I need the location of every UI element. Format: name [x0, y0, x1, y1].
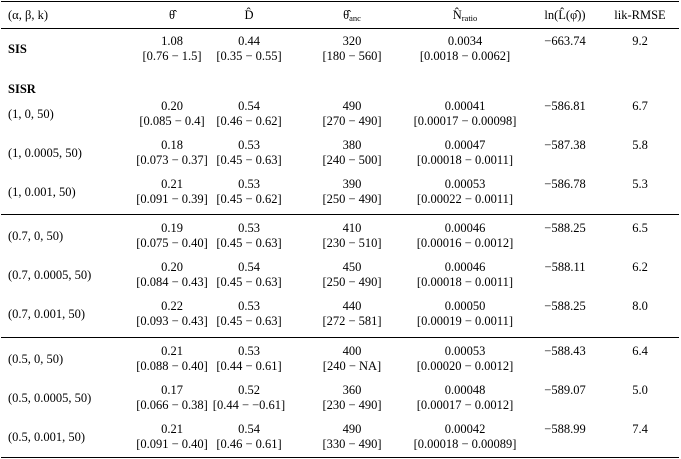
row-d: 0.53 [238, 344, 260, 358]
row-anc-ci: [330 − 490] [322, 437, 382, 451]
top-rule [1, 1, 679, 2]
row-ratio: 0.00046 [444, 260, 486, 274]
row-params: (0.7, 0, 50) [8, 229, 64, 243]
row-d: 0.53 [238, 299, 260, 313]
row-rmse: 6.2 [632, 260, 648, 274]
row-ratio: 0.00048 [444, 383, 486, 397]
row-loglik: −588.43 [544, 344, 586, 358]
row-rmse: 5.8 [632, 138, 648, 152]
row-ratio: 0.00046 [444, 221, 486, 235]
row-params: (1, 0.001, 50) [8, 185, 76, 199]
row-ratio-ci: [0.00018 − 0.0011] [416, 275, 514, 289]
row-params: (1, 0, 50) [8, 107, 54, 121]
row-anc: 450 [342, 260, 362, 274]
row-rmse: 8.0 [632, 299, 648, 313]
row-d: 0.52 [238, 383, 260, 397]
row-ratio: 0.00042 [444, 422, 486, 436]
row-theta: 0.19 [161, 221, 183, 235]
row-ratio: 0.00050 [444, 299, 486, 313]
row-anc-ci: [230 − 510] [322, 236, 382, 250]
row-d-ci: [0.46 − 0.62] [216, 114, 282, 128]
row-params: (0.5, 0.0005, 50) [8, 391, 92, 405]
group-rule-1 [1, 214, 679, 215]
row-params: (1, 0.0005, 50) [8, 146, 82, 160]
header-params: (α, β, k) [8, 8, 48, 22]
row-anc-ci: [240 − NA] [322, 359, 382, 373]
row-params: (0.7, 0.0005, 50) [8, 268, 92, 282]
row-params: (0.7, 0.001, 50) [8, 307, 86, 321]
header-rmse: lik-RMSE [614, 8, 666, 22]
row-theta-ci: [0.088 − 0.40] [136, 359, 208, 373]
row-d: 0.54 [238, 99, 260, 113]
sis-anc-ci: [180 − 560] [322, 49, 382, 63]
row-ratio-ci: [0.00017 − 0.0012] [416, 398, 514, 412]
row-theta-ci: [0.091 − 0.39] [136, 192, 208, 206]
row-theta-ci: [0.073 − 0.37] [136, 153, 208, 167]
header-rule [1, 28, 679, 29]
row-d: 0.53 [238, 138, 260, 152]
row-theta: 0.22 [161, 299, 183, 313]
row-loglik: −586.81 [544, 99, 586, 113]
row-ratio-ci: [0.00020 − 0.0012] [416, 359, 514, 373]
sisr-label: SISR [8, 82, 36, 96]
row-anc: 400 [342, 344, 362, 358]
row-ratio: 0.00053 [444, 344, 486, 358]
sis-rmse: 9.2 [632, 34, 648, 48]
row-anc: 360 [342, 383, 362, 397]
sis-anc: 320 [342, 34, 362, 48]
row-theta: 0.20 [161, 99, 183, 113]
row-d-ci: [0.44 − −0.61] [212, 398, 286, 412]
row-d: 0.54 [238, 422, 260, 436]
row-ratio: 0.00047 [444, 138, 486, 152]
row-ratio-ci: [0.00022 − 0.0011] [416, 192, 514, 206]
row-ratio: 0.00041 [444, 99, 486, 113]
sis-theta: 1.08 [161, 34, 183, 48]
header-n-ratio: $N̂_{ratio}$ [452, 8, 478, 23]
row-d-ci: [0.46 − 0.61] [216, 437, 282, 451]
row-ratio: 0.00053 [444, 177, 486, 191]
header-theta-anc: $\thetâ_{anc}$ [343, 8, 361, 23]
row-rmse: 5.3 [632, 177, 648, 191]
sis-d: 0.44 [238, 34, 260, 48]
row-d: 0.54 [238, 260, 260, 274]
row-anc-ci: [272 − 581] [322, 314, 382, 328]
row-ratio-ci: [0.00018 − 0.0011] [416, 153, 514, 167]
row-anc: 390 [342, 177, 362, 191]
row-rmse: 6.5 [632, 221, 648, 235]
row-theta: 0.17 [161, 383, 183, 397]
row-anc-ci: [240 − 500] [322, 153, 382, 167]
sis-ratio-ci: [0.0018 − 0.0062] [419, 49, 511, 63]
row-loglik: −587.38 [544, 138, 586, 152]
sis-theta-ci: [0.76 − 1.5] [142, 49, 202, 63]
group-rule-2 [1, 337, 679, 338]
row-params: (0.5, 0.001, 50) [8, 430, 86, 444]
row-loglik: −588.25 [544, 299, 586, 313]
sis-loglik: −663.74 [544, 34, 586, 48]
header-d: D̂ [244, 8, 254, 22]
row-anc-ci: [230 − 490] [322, 398, 382, 412]
row-theta: 0.18 [161, 138, 183, 152]
row-anc: 410 [342, 221, 362, 235]
row-loglik: −588.11 [544, 260, 586, 274]
bottom-rule [1, 457, 679, 458]
sis-d-ci: [0.35 − 0.55] [216, 49, 282, 63]
row-theta-ci: [0.084 − 0.43] [136, 275, 208, 289]
row-loglik: −588.25 [544, 221, 586, 235]
row-d-ci: [0.45 − 0.63] [216, 275, 282, 289]
row-anc-ci: [270 − 490] [322, 114, 382, 128]
sis-ratio: 0.0034 [447, 34, 483, 48]
row-d-ci: [0.44 − 0.61] [216, 359, 282, 373]
row-theta: 0.21 [161, 422, 183, 436]
row-anc: 380 [342, 138, 362, 152]
row-d-ci: [0.45 − 0.63] [216, 314, 282, 328]
row-ratio-ci: [0.00017 − 0.00098] [413, 114, 517, 128]
row-anc-ci: [250 − 490] [322, 275, 382, 289]
row-loglik: −588.99 [544, 422, 586, 436]
row-d-ci: [0.45 − 0.63] [216, 236, 282, 250]
row-theta: 0.20 [161, 260, 183, 274]
row-loglik: −586.78 [544, 177, 586, 191]
row-anc: 440 [342, 299, 362, 313]
row-anc: 490 [342, 99, 362, 113]
row-d-ci: [0.45 − 0.62] [216, 192, 282, 206]
row-rmse: 5.0 [632, 383, 648, 397]
row-anc: 490 [342, 422, 362, 436]
row-theta-ci: [0.085 − 0.4] [139, 114, 205, 128]
row-params: (0.5, 0, 50) [8, 352, 64, 366]
row-rmse: 6.7 [632, 99, 648, 113]
header-loglik: ln(L̂(φ̂)) [544, 8, 586, 22]
row-theta: 0.21 [161, 344, 183, 358]
row-loglik: −589.07 [544, 383, 586, 397]
row-d: 0.53 [238, 221, 260, 235]
row-d: 0.53 [238, 177, 260, 191]
row-theta-ci: [0.093 − 0.43] [136, 314, 208, 328]
sis-label: SIS [8, 42, 27, 56]
row-rmse: 7.4 [632, 422, 648, 436]
row-d-ci: [0.45 − 0.63] [216, 153, 282, 167]
row-ratio-ci: [0.00016 − 0.0012] [416, 236, 514, 250]
row-theta-ci: [0.075 − 0.40] [136, 236, 208, 250]
header-theta: θ̂ [169, 8, 175, 22]
row-theta-ci: [0.066 − 0.38] [136, 398, 208, 412]
row-theta: 0.21 [161, 177, 183, 191]
row-anc-ci: [250 − 490] [322, 192, 382, 206]
row-theta-ci: [0.091 − 0.40] [136, 437, 208, 451]
row-ratio-ci: [0.00019 − 0.0011] [416, 314, 514, 328]
row-ratio-ci: [0.00018 − 0.00089] [413, 437, 517, 451]
row-rmse: 6.4 [632, 344, 648, 358]
